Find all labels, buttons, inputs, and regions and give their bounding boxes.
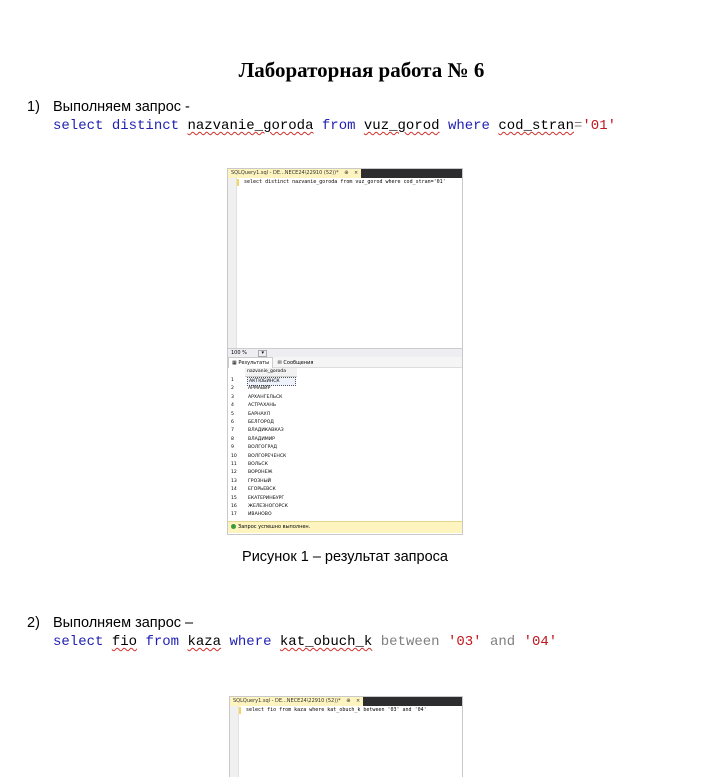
status-text: Запрос успешно выполнен.: [238, 524, 311, 530]
row-number: 2: [231, 386, 234, 392]
sql-operator: =: [573, 118, 583, 134]
grid-cell[interactable]: ВЛАДИКАВКАЗ: [248, 428, 284, 434]
pin-icon[interactable]: ⊕: [344, 170, 349, 176]
table-row[interactable]: [228, 436, 298, 444]
change-marker: [239, 707, 241, 714]
table-row[interactable]: [228, 453, 298, 461]
change-marker: [237, 179, 239, 186]
table-row[interactable]: [228, 469, 298, 477]
table-row[interactable]: [228, 503, 298, 511]
row-number: 9: [231, 445, 234, 451]
sql-table: kaza: [187, 634, 222, 650]
tab-results-label: Результаты: [238, 360, 270, 366]
results-tabs: [228, 357, 462, 368]
row-number: 14: [231, 487, 237, 493]
table-row[interactable]: [228, 419, 298, 427]
sql-condition-column: kat_obuch_k: [279, 634, 373, 650]
sql-column: nazvanie_goroda: [187, 118, 314, 134]
grid-cell[interactable]: БАРНАУЛ: [248, 411, 270, 417]
document-title: Лабораторная работа № 6: [238, 58, 485, 82]
query-tab[interactable]: [228, 169, 361, 178]
sql-keyword-select: select: [53, 634, 104, 650]
row-number: 3: [231, 394, 234, 400]
sql-value: '01': [582, 118, 616, 134]
query-editor[interactable]: [228, 178, 462, 348]
row-number: 8: [231, 436, 234, 442]
query-tabbar: [228, 169, 462, 178]
sql-value-2: '04': [523, 634, 558, 650]
grid-cell[interactable]: АРМАВИР: [248, 386, 271, 392]
grid-cell[interactable]: ВЛАДИМИР: [248, 436, 275, 442]
sql-keyword-from: from: [145, 634, 180, 650]
row-number: 5: [231, 411, 234, 417]
row-number: 10: [231, 453, 237, 459]
row-number: 15: [231, 495, 237, 501]
item-1-text: Выполняем запрос -: [53, 99, 190, 115]
row-number: 13: [231, 478, 237, 484]
figure-2-screenshot: [229, 696, 463, 777]
query-editor[interactable]: [230, 706, 462, 777]
editor-code[interactable]: select fio from kaza where kat_obuch_k between '03' and '04': [246, 707, 427, 713]
table-row[interactable]: [228, 411, 298, 419]
query-tab[interactable]: [230, 697, 363, 706]
item-1-number: 1): [27, 99, 40, 115]
query-tab-title: SQLQuery1.sql - DE...NECE24\22910 (52))*: [231, 170, 339, 176]
grid-cell[interactable]: ВОЛЬСК: [248, 462, 268, 467]
table-row[interactable]: [228, 461, 298, 469]
close-icon[interactable]: ×: [356, 698, 361, 704]
sql-keyword-select: select: [53, 118, 104, 134]
sql-keyword-and: and: [489, 634, 516, 650]
sql-keyword-distinct: distinct: [111, 118, 180, 134]
query-tabbar: [230, 697, 462, 706]
grid-cell[interactable]: ИВАНОВО: [248, 512, 272, 518]
item-1-line: [0, 99, 723, 119]
row-number: 7: [231, 428, 234, 434]
row-number: 12: [231, 470, 237, 476]
item-2-sql: [53, 634, 557, 650]
tab-messages[interactable]: ✉ Сообщения: [277, 360, 314, 366]
grid-cell[interactable]: АКТЮБИНСК: [247, 377, 296, 386]
sql-keyword-where: where: [447, 118, 490, 134]
tab-results[interactable]: ▦ Результаты: [228, 357, 273, 368]
sql-keyword-from: from: [321, 118, 356, 134]
row-number: 6: [231, 420, 234, 425]
item-1-sql: [53, 118, 616, 134]
table-row[interactable]: [228, 402, 298, 410]
grid-cell[interactable]: ЕГОРЬЕВСК: [248, 487, 276, 493]
row-number: 11: [231, 462, 237, 467]
grid-cell[interactable]: ЕКАТЕРИНБУРГ: [248, 495, 285, 501]
status-bar: [228, 521, 462, 533]
table-row[interactable]: [228, 377, 298, 385]
grid-cell[interactable]: АСТРАХАНЬ: [248, 403, 276, 409]
sql-table: vuz_gorod: [363, 118, 440, 134]
item-2-text: Выполняем запрос –: [53, 615, 194, 631]
results-grid[interactable]: [228, 368, 462, 520]
grid-column-header[interactable]: nazvanie_goroda: [245, 368, 297, 377]
table-row[interactable]: [228, 427, 298, 435]
row-number: 16: [231, 504, 237, 509]
editor-code[interactable]: [244, 179, 446, 185]
editor-gutter: [228, 178, 237, 348]
table-row[interactable]: [228, 394, 298, 402]
grid-cell[interactable]: ВОЛГОРЕЧЕНСК: [248, 453, 287, 459]
table-row[interactable]: [228, 385, 298, 393]
zoom-bar: [228, 348, 462, 357]
grid-cell[interactable]: АРХАНГЕЛЬСК: [248, 394, 283, 400]
table-row[interactable]: [228, 511, 298, 519]
code-text: select distinct nazvanie_goroda from vuz_gorod where cod_stran='01': [244, 179, 446, 185]
table-row[interactable]: [228, 486, 298, 494]
grid-cell[interactable]: ВОЛГОГРАД: [248, 445, 277, 451]
tab-messages-label: Сообщения: [283, 360, 314, 366]
grid-cell[interactable]: БЕЛГОРОД: [248, 420, 274, 425]
editor-gutter: [230, 706, 239, 777]
figure-1-caption: Рисунок 1 – результат запроса: [242, 549, 448, 565]
pin-icon[interactable]: ⊕: [346, 698, 351, 704]
sql-keyword-where: where: [229, 634, 272, 650]
sql-condition-column: cod_stran: [498, 118, 574, 134]
sql-value-1: '03': [447, 634, 482, 650]
sql-column: fio: [111, 634, 138, 650]
grid-cell[interactable]: ЖЕЛЕЗНОГОРСК: [248, 504, 288, 509]
item-2-line: [0, 615, 723, 635]
row-number: 1: [231, 378, 234, 383]
success-icon: [231, 524, 236, 529]
figure-1-screenshot: [227, 168, 463, 535]
sql-keyword-between: between: [380, 634, 440, 650]
table-row[interactable]: [228, 444, 298, 452]
grid-cell[interactable]: ВОРОНЕЖ: [248, 470, 273, 476]
query-tab-title: SQLQuery1.sql - DE...NECE24\22910 (52))*: [233, 698, 341, 704]
row-number: 17: [231, 512, 237, 518]
table-row[interactable]: [228, 495, 298, 503]
table-row[interactable]: [228, 478, 298, 486]
item-2-number: 2): [27, 615, 40, 631]
zoom-level[interactable]: 100 %: [231, 350, 247, 356]
row-number: 4: [231, 403, 234, 409]
zoom-dropdown-icon[interactable]: ▾: [258, 350, 267, 357]
close-icon[interactable]: ×: [354, 170, 359, 176]
grid-cell[interactable]: ГРОЗНЫЙ: [248, 478, 272, 484]
